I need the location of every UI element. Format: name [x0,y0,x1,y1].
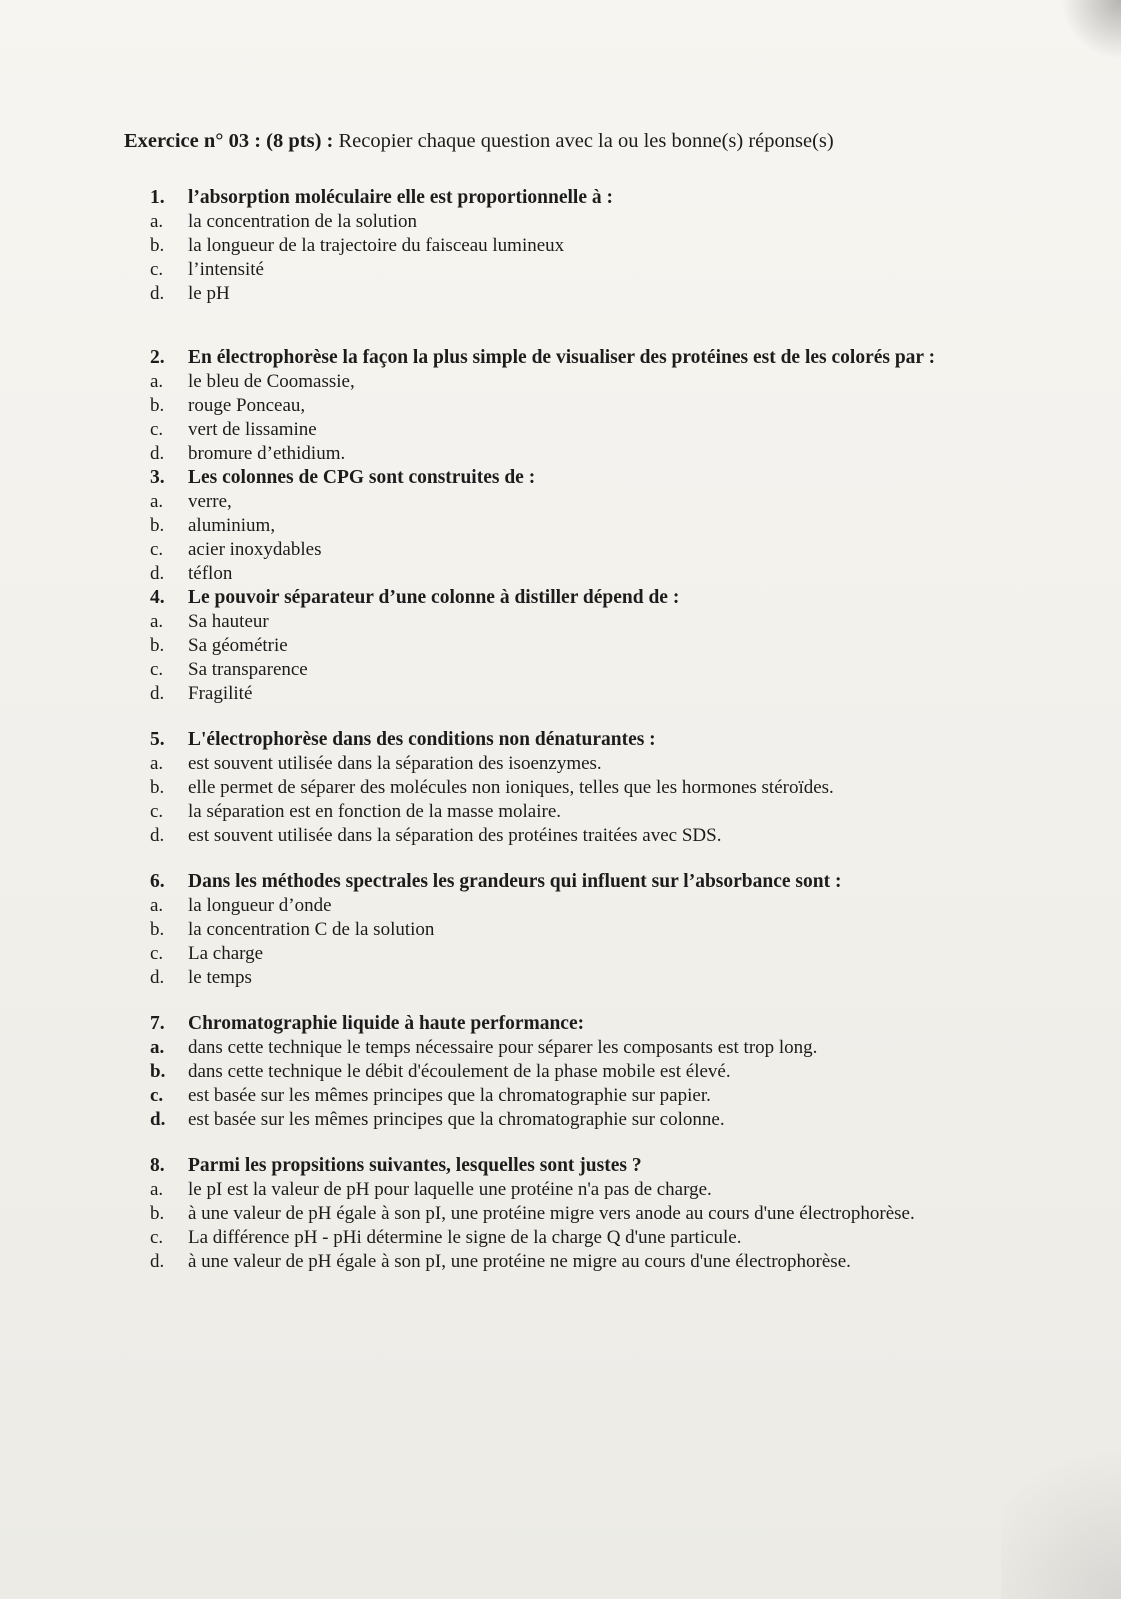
option-text: Sa hauteur [188,611,269,632]
option-5c [150,800,995,824]
option-text: Sa transparence [188,659,308,680]
question-2 [150,346,995,370]
option-letter: b. [150,777,165,798]
question-4 [150,586,995,610]
option-4d [150,682,995,706]
option-4a [150,610,995,634]
option-text: dans cette technique le débit d'écoulement de la phase mobile est élevé. [188,1061,731,1082]
option-letter: b. [150,395,165,416]
option-text: Sa géométrie [188,635,288,656]
option-2b [150,394,995,418]
option-text: est souvent utilisée dans la séparation des protéines traitées avec SDS. [188,825,722,846]
question-text: Les colonnes de CPG sont construites de : [188,467,536,488]
option-letter: d. [150,563,165,584]
question-text: En électrophorèse la façon la plus simple de visualiser des protéines est de les colorés par : [188,347,936,368]
question-5 [150,728,995,752]
option-text: La différence pH - pHi détermine le signe de la charge Q d'une particule. [188,1227,742,1248]
option-4b [150,634,995,658]
option-text: est basée sur les mêmes principes que la chromatographie sur papier. [188,1085,711,1106]
option-text: l’intensité [188,259,264,280]
option-6b [150,918,995,942]
option-letter: c. [150,259,164,280]
option-text: téflon [188,563,233,584]
option-1c [150,258,995,282]
option-letter: a. [150,1037,165,1058]
question-text: Parmi les propsitions suivantes, lesquelles sont justes ? [188,1155,642,1176]
exercise-header [124,128,1024,154]
option-text: aluminium, [188,515,276,536]
option-text: le pI est la valeur de pH pour laquelle une protéine n'a pas de charge. [188,1179,712,1200]
option-text: la longueur de la trajectoire du faisceau lumineux [188,235,565,256]
question-text: Chromatographie liquide à haute performance: [188,1013,585,1034]
question-1 [150,186,995,210]
option-letter: a. [150,371,164,392]
option-2a [150,370,995,394]
option-3a [150,490,995,514]
option-letter: d. [150,683,165,704]
option-letter: d. [150,825,165,846]
option-text: la concentration C de la solution [188,919,435,940]
question-text: Dans les méthodes spectrales les grandeurs qui influent sur l’absorbance sont : [188,871,842,892]
question-7 [150,1012,995,1036]
option-2d [150,442,995,466]
question-number: 3. [150,467,165,488]
option-text: rouge Ponceau, [188,395,306,416]
option-8d [150,1250,995,1274]
option-5d [150,824,995,848]
option-7d [150,1108,995,1132]
option-text: à une valeur de pH égale à son pI, une protéine migre vers anode au cours d'une électrophorèse. [188,1203,915,1224]
option-text: est basée sur les mêmes principes que la chromatographie sur colonne. [188,1109,725,1130]
option-text: acier inoxydables [188,539,322,560]
question-number: 6. [150,871,165,892]
option-8a [150,1178,995,1202]
exercise-instruction: Recopier chaque question avec la ou les bonne(s) réponse(s) [338,130,834,152]
option-letter: a. [150,753,164,774]
option-text: Fragilité [188,683,253,704]
question-list [150,186,995,1274]
option-letter: c. [150,659,164,680]
option-letter: c. [150,943,164,964]
option-text: la longueur d’onde [188,895,332,916]
option-letter: b. [150,635,165,656]
option-text: le temps [188,967,252,988]
option-5a [150,752,995,776]
option-text: le bleu de Coomassie, [188,371,355,392]
option-letter: b. [150,919,165,940]
question-text: Le pouvoir séparateur d’une colonne à distiller dépend de : [188,587,680,608]
option-1d [150,282,995,306]
option-text: est souvent utilisée dans la séparation des isoenzymes. [188,753,602,774]
page-corner-stain [1001,1419,1121,1599]
option-8c [150,1226,995,1250]
option-8b [150,1202,995,1226]
question-8 [150,1154,995,1178]
option-letter: d. [150,283,165,304]
option-letter: d. [150,1251,165,1272]
option-letter: b. [150,1061,166,1082]
option-4c [150,658,995,682]
option-text: verre, [188,491,232,512]
option-text: dans cette technique le temps nécessaire pour séparer les composants est trop long. [188,1037,818,1058]
question-number: 5. [150,729,165,750]
option-letter: c. [150,1227,164,1248]
option-3b [150,514,995,538]
question-3 [150,466,995,490]
option-letter: a. [150,211,164,232]
option-6a [150,894,995,918]
option-letter: d. [150,443,165,464]
option-7b [150,1060,995,1084]
question-number: 7. [150,1013,165,1034]
option-2c [150,418,995,442]
option-text: la concentration de la solution [188,211,417,232]
option-3c [150,538,995,562]
option-letter: b. [150,515,165,536]
option-letter: b. [150,235,165,256]
option-6c [150,942,995,966]
option-letter: a. [150,491,164,512]
exercise-title: Exercice n° 03 : (8 pts) : [124,130,334,152]
option-letter: c. [150,419,164,440]
option-7c [150,1084,995,1108]
question-number: 8. [150,1155,165,1176]
question-text: l’absorption moléculaire elle est proportionnelle à : [188,187,613,208]
option-6d [150,966,995,990]
option-text: la séparation est en fonction de la masse molaire. [188,801,562,822]
option-text: elle permet de séparer des molécules non ioniques, telles que les hormones stéroïdes. [188,777,834,798]
option-7a [150,1036,995,1060]
option-1b [150,234,995,258]
option-letter: b. [150,1203,165,1224]
option-text: bromure d’ethidium. [188,443,346,464]
option-text: le pH [188,283,230,304]
question-6 [150,870,995,894]
option-letter: a. [150,895,164,916]
option-letter: c. [150,1085,164,1106]
question-number: 4. [150,587,165,608]
question-number: 2. [150,347,165,368]
question-number: 1. [150,187,165,208]
option-5b [150,776,995,800]
option-text: vert de lissamine [188,419,317,440]
option-letter: d. [150,1109,166,1130]
option-letter: d. [150,967,165,988]
option-text: à une valeur de pH égale à son pI, une protéine ne migre au cours d'une électrophorèse. [188,1251,851,1272]
option-1a [150,210,995,234]
page-corner-shadow [1061,0,1121,60]
option-letter: a. [150,1179,164,1200]
option-letter: a. [150,611,164,632]
option-letter: c. [150,539,164,560]
question-text: L'électrophorèse dans des conditions non dénaturantes : [188,729,656,750]
option-letter: c. [150,801,164,822]
option-text: La charge [188,943,264,964]
option-3d [150,562,995,586]
